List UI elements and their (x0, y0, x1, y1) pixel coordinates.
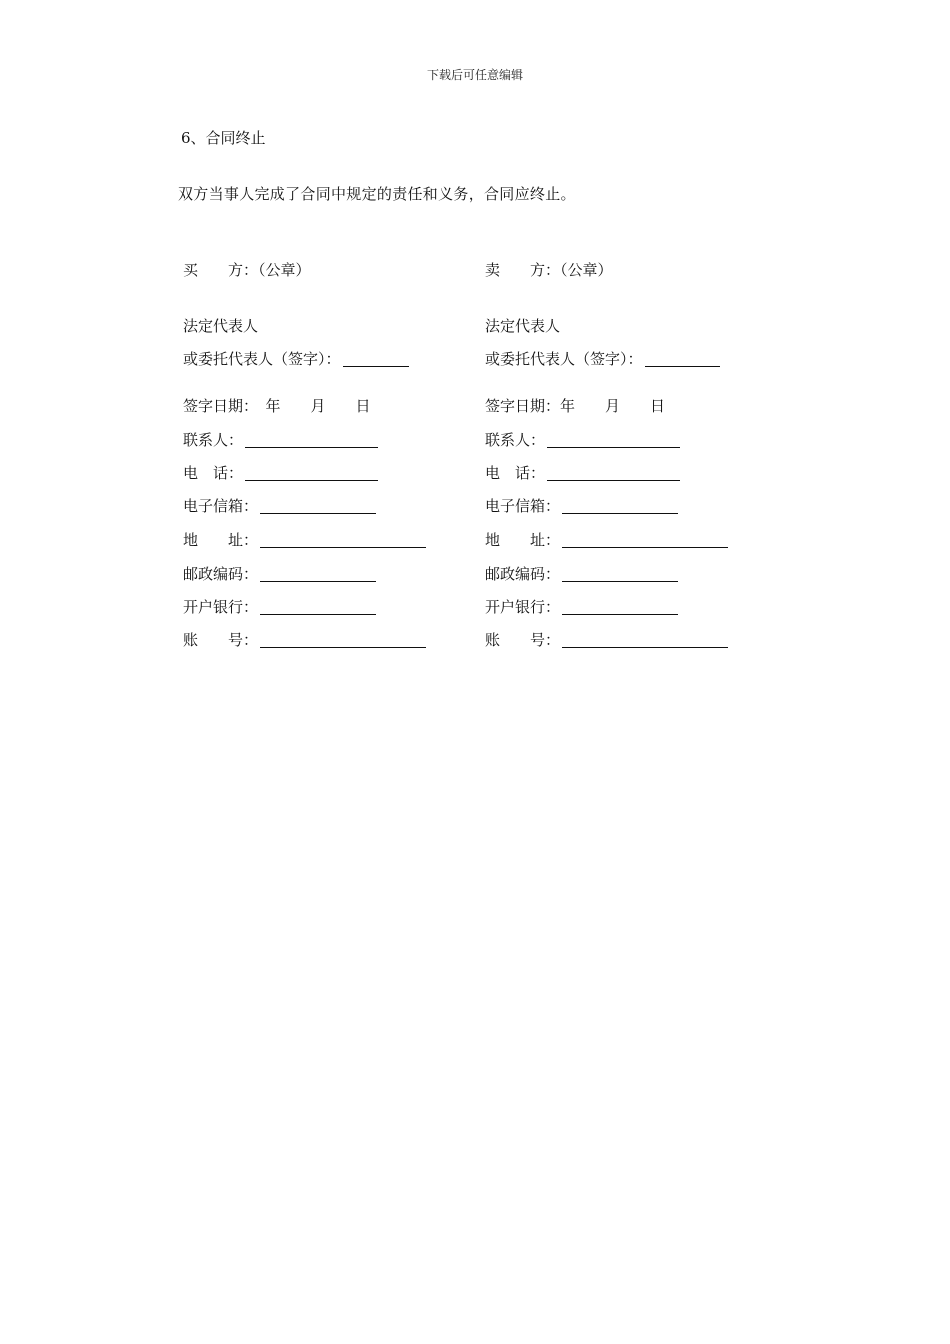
seller-contact-label: 联系人： (485, 431, 546, 449)
seller-phone-label: 电 话： (485, 464, 546, 482)
buyer-bank-blank[interactable] (260, 600, 376, 615)
buyer-address-label: 地 址： (183, 531, 259, 549)
seller-email-row (485, 497, 678, 515)
seller-phone-row (485, 464, 680, 482)
seller-address-row (485, 531, 728, 549)
seller-account-blank[interactable] (562, 633, 728, 648)
buyer-account-blank[interactable] (260, 633, 426, 648)
seller-date: 签字日期：年 月 日 (485, 397, 666, 415)
section-title: 6、合同终止 (181, 129, 266, 147)
buyer-party: 买 方：（公章） (183, 261, 311, 279)
buyer-email-label: 电子信箱： (183, 497, 259, 515)
seller-bank-row (485, 598, 678, 616)
buyer-contact-blank[interactable] (245, 433, 378, 448)
buyer-address-row (183, 531, 426, 549)
seller-address-blank[interactable] (562, 533, 728, 548)
seller-bank-blank[interactable] (562, 600, 678, 615)
buyer-phone-label: 电 话： (183, 464, 244, 482)
seller-agent-label: 或委托代表人（签字）： (485, 350, 643, 368)
seller-email-blank[interactable] (562, 499, 678, 514)
buyer-legal-rep: 法定代表人 (183, 317, 259, 335)
buyer-contact-row (183, 431, 378, 449)
buyer-contact-label: 联系人： (183, 431, 244, 449)
buyer-agent-label: 或委托代表人（签字）： (183, 350, 341, 368)
buyer-email-blank[interactable] (260, 499, 376, 514)
buyer-phone-blank[interactable] (245, 466, 378, 481)
buyer-bank-label: 开户银行： (183, 598, 259, 616)
buyer-postcode-label: 邮政编码： (183, 565, 259, 583)
seller-party: 卖 方：（公章） (485, 261, 613, 279)
seller-postcode-label: 邮政编码： (485, 565, 561, 583)
buyer-email-row (183, 497, 376, 515)
seller-contact-blank[interactable] (547, 433, 680, 448)
buyer-postcode-blank[interactable] (260, 567, 376, 582)
seller-agent-row (485, 350, 720, 368)
seller-account-label: 账 号： (485, 631, 561, 649)
buyer-account-row (183, 631, 426, 649)
seller-address-label: 地 址： (485, 531, 561, 549)
buyer-account-label: 账 号： (183, 631, 259, 649)
page-header: 下载后可任意编辑 (426, 68, 523, 82)
buyer-agent-signature-blank[interactable] (343, 352, 409, 367)
buyer-agent-row (183, 350, 409, 368)
buyer-address-blank[interactable] (260, 533, 426, 548)
termination-paragraph: 双方当事人完成了合同中规定的责任和义务，合同应终止。 (178, 185, 576, 203)
seller-account-row (485, 631, 728, 649)
seller-phone-blank[interactable] (547, 466, 680, 481)
seller-agent-signature-blank[interactable] (645, 352, 720, 367)
seller-bank-label: 开户银行： (485, 598, 561, 616)
buyer-postcode-row (183, 565, 376, 583)
buyer-bank-row (183, 598, 376, 616)
seller-postcode-row (485, 565, 678, 583)
buyer-date: 签字日期： 年 月 日 (183, 397, 371, 415)
seller-legal-rep: 法定代表人 (485, 317, 561, 335)
seller-email-label: 电子信箱： (485, 497, 561, 515)
buyer-phone-row (183, 464, 378, 482)
seller-postcode-blank[interactable] (562, 567, 678, 582)
seller-contact-row (485, 431, 680, 449)
